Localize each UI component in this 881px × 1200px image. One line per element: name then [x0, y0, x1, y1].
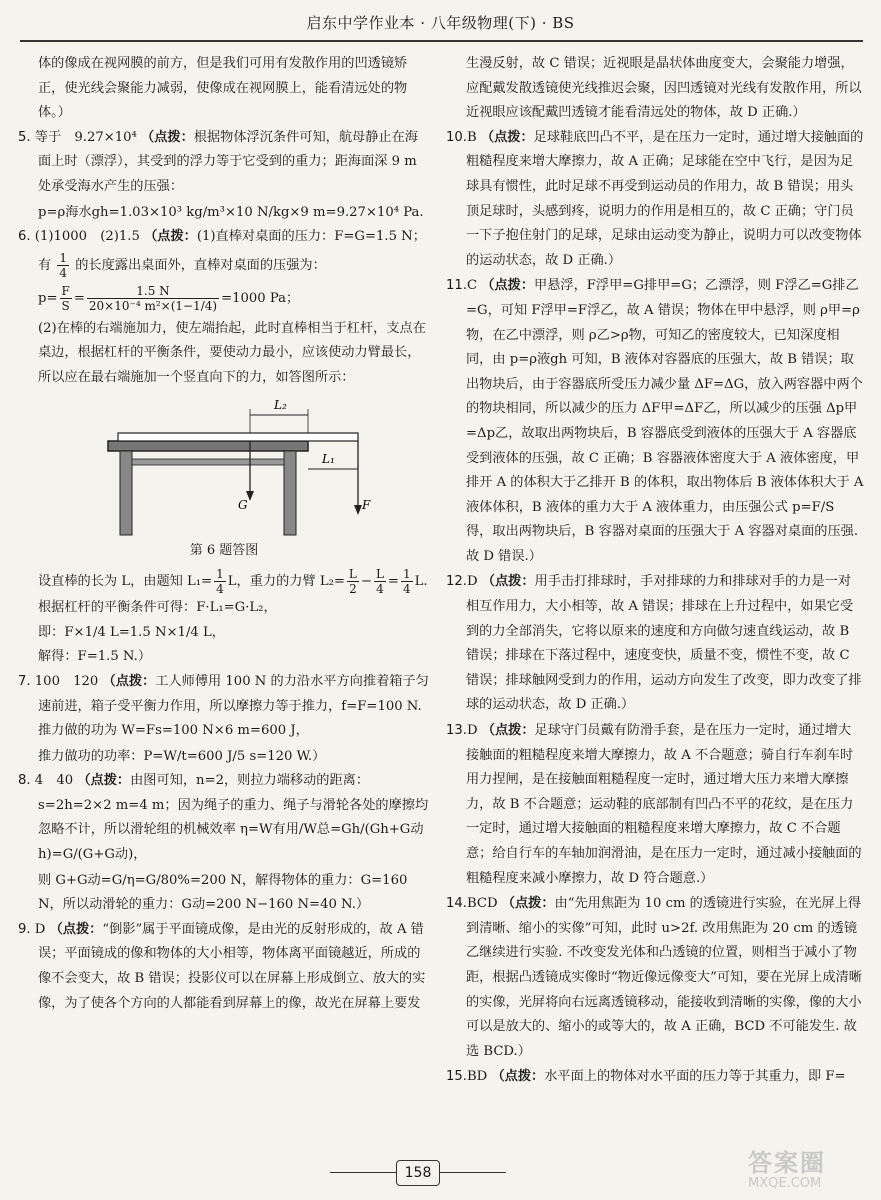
answer-6: 6. (1)1000 (2)1.5 （点拨：(1)直棒对桌面的压力：F=G=1.5 N；: [18, 229, 426, 245]
answer-6-part2: (2)在棒的右端施加力，使左端抬起，此时直棒相当于杠杆，支点在桌边，根据杠杆的平衡条件，要使动力最小，应该使动力臂最长，所以应在最右端施加一个竖直向下的力，如答图所示：: [38, 320, 426, 385]
watermark-top: 答案圈: [748, 1149, 826, 1177]
answer-6-lengths: 设直棒的长为 L，由题知 L₁= $\frac{1}{4}$ L，重力的力臂 L₂= $\frac{L}{2}$ − $\frac{L}{4}$ = $\frac{1}{4}$ L.: [38, 567, 428, 597]
lever-diagram-svg: [78, 397, 378, 537]
table-leg-left: [120, 451, 132, 535]
answer-9-continuation: 生漫反射，故 C 错误；近视眼是晶状体曲度变大，会聚能力增强，应配戴发散透镜使光线推迟会聚，因凹透镜对光线有发散作用，所以近视眼应该配戴凹透镜才能看清远处的物体，故 D 正确.）: [466, 56, 862, 121]
answer-6-solution: 解得：F=1.5 N.）: [38, 649, 152, 665]
label-f: F: [362, 497, 371, 512]
watermark-logo: [748, 1150, 878, 1196]
answer-12: 12.D （点拨：用手击打排球时，手对排球的力和排球对手的力是一对相互作用力，大小相等，故 A 错误；排球在上升过程中，如果它受到的力全部消失，它将以原来的速度和方向做匀速直线运动，故 B 错误；排球在下落过程中，速度变快，质量不变，惯性不变，故 C 错误；排球触网受到力的作用，运动方向发生了改变，即力改变了排球的运动状态，故 D 正确.）: [446, 574, 862, 713]
header-rule: [20, 40, 863, 42]
answer-6-equation: 即：F×1/4 L=1.5 N×1/4 L，: [38, 624, 225, 640]
rod: [118, 433, 358, 441]
left-column: [18, 52, 430, 1017]
answer-14: 14.BCD （点拨：由“先用焦距为 10 cm 的透镜进行实验，在光屏上得到清晰、缩小的实像”可知，此时 u>2f. 改用焦距为 20 cm 的透镜乙继续进行实验. 不改变发光体和凸透镜的位置，则相当于减小了物距，根据凸透镜成实像时“物近像远像变大”可知，要在光屏上成清晰的实像，光屏将向右远离透镜移动，能接收到清晰的实像，像的大小可以是放大的、缩小的或等大的，故 A 正确，BCD 不可能发生. 故选 BCD.）: [446, 896, 862, 1059]
answer-8-result: 则 G+G动=G/η=G/80%=200 N，解得物体的重力：G=160 N，所以动滑轮的重力：G动=200 N−160 N=40 N.）: [38, 872, 408, 913]
answer-7-power: 推力做功的功率：P=W/t=600 J/5 s=120 W.）: [38, 748, 326, 764]
page-number: 158: [396, 1160, 440, 1186]
answer-6-balance: 根据杠杆的平衡条件可得：F·L₁=G·L₂，: [38, 600, 277, 616]
answer-6-line2: 有 $\frac{1}{4}$ 的长度露出桌面外，直棒对桌面的压强为：: [38, 250, 326, 280]
answer-8: 8. 4 40 （点拨：由图可知，n=2，则拉力端移动的距离：s=2h=2×2 m=4 m；因为绳子的重力、绳子与滑轮各处的摩擦均忽略不计，所以滑轮组的机械效率 η=W有用/W总=Gh/(Gh+G动h)=G/(G+G动)，: [18, 773, 429, 863]
label-l1: L₁: [322, 451, 335, 466]
answer-5: 5. 等于 9.27×10⁴ （点拨：根据物体浮沉条件可知，航母静止在海面上时（漂浮），其受到的浮力等于它受到的重力；距海面深 9 m 处承受海水产生的压强：: [18, 129, 418, 194]
answer-15: 15.BD （点拨：水平面上的物体对水平面的压力等于其重力，即 F=: [446, 1069, 846, 1085]
intro-continuation: 体的像成在视网膜的前方，但是我们可用有发散作用的凹透镜矫正，使光线会聚能力减弱，使像成在视网膜上，能看清远处的物体。）: [38, 56, 408, 121]
lever-diagram: [78, 397, 378, 537]
right-column: [446, 52, 864, 1091]
answer-9: 9. D （点拨：“倒影”属于平面镜成像，是由光的反射形成的，故 A 错误；平面镜成的像和物体的大小相等，物体离平面镜越近，所成的像不会变大，故 B 错误；投影仪可以在屏幕上形成倒立、放大的实像，为了使各个方向的人都能看到屏幕上的像，故光在屏幕上要发: [18, 921, 426, 1011]
table-rail: [132, 459, 284, 465]
answer-11: 11.C （点拨：甲悬浮，F浮甲=G排甲=G；乙漂浮，则 F浮乙=G排乙=G，可知 F浮甲=F浮乙，故 A 错误；物体在甲中悬浮，则 ρ甲=ρ物，在乙中漂浮，则 ρ乙>ρ物，可知乙的密度较大，已知深度相同，由 p=ρ液gh 可知，B 液体对容器底的压强大，故 B 错误；取出物块后，由于容器底所受压力减少量 ΔF=ΔG，放入两容器中两个的物块相同，所以减少的压力 ΔF甲=ΔF乙，所以减少的压强 Δp甲=Δp乙，故取出两物块后，B 容器底受到液体的压强大于 A 容器底受到液体的压强，故 C 正确；B 容器液体密度大于 A 液体密度，甲排开 A 的体积大于乙排开 B 的体积，取出物体后 B 液体体积大于 A 液体体积，B 液体的重力大于 A 液体重力，由压强公式 p=F/S 得，取出两物块后，B 容器对桌面的压强大于 A 容器对桌面的压强. 故 D 错误.）: [446, 278, 864, 564]
table-top: [108, 441, 308, 451]
answer-10: 10.B （点拨：足球鞋底凹凸不平，是在压力一定时，通过增大接触面的粗糙程度来增大摩擦力，故 A 正确；足球能在空中飞行，是因为足球具有惯性，此时足球不再受到运动员的作用力，故 B 错误；用头顶足球时，头感到疼，说明力的作用是相互的，故 C 正确；守门员一下子抱住射门的足球，足球由运动变为静止，说明力可以改变物体的运动状态，故 D 正确.）: [446, 129, 864, 268]
fraction-quarter: $\frac{1}{4}$: [59, 250, 68, 280]
answer-6-pressure-formula: p= $\frac{F}{S}$ = $\frac{1.5 N}{\text{20×10⁻⁴ m²×(1−1/4)}}$ =1000 Pa；: [38, 283, 300, 313]
figure-caption: 第 6 题答图: [189, 542, 259, 558]
answer-7: 7. 100 120 （点拨：工人师傅用 100 N 的力沿水平方向推着箱子匀速前进，箱子受平衡力作用，所以摩擦力等于推力，f=F=100 N. 推力做的功为 W=Fs=100 N×6 m=600 J，: [18, 673, 429, 739]
watermark-bottom: MXQE.COM: [748, 1176, 822, 1191]
answer-5-formula: p=ρ海水gh=1.03×10³ kg/m³×10 N/kg×9 m=9.27×10⁴ Pa.: [38, 204, 424, 220]
header-title: 启东中学作业本 · 八年级物理(下) · BS: [306, 14, 575, 32]
page-header: [0, 0, 881, 44]
label-g: G: [238, 497, 248, 512]
label-l2: L₂: [274, 397, 287, 412]
table-leg-right: [284, 451, 296, 535]
answer-13: 13.D （点拨：足球守门员戴有防滑手套，是在压力一定时，通过增大接触面的粗糙程度来增大摩擦力，故 A 不合题意；骑自行车刹车时用力捏闸，是在接触面粗糙程度一定时，通过增大压力来增大摩擦力，故 B 不合题意；运动鞋的底部制有凹凸不平的花纹，是在压力一定时，通过增大接触面的粗糙程度来增大摩擦力，故 C 不合题意；给自行车的车轴加润滑油，是在压力一定时，通过减小接触面的粗糙程度来减小摩擦力，故 D 符合题意.）: [446, 723, 862, 886]
